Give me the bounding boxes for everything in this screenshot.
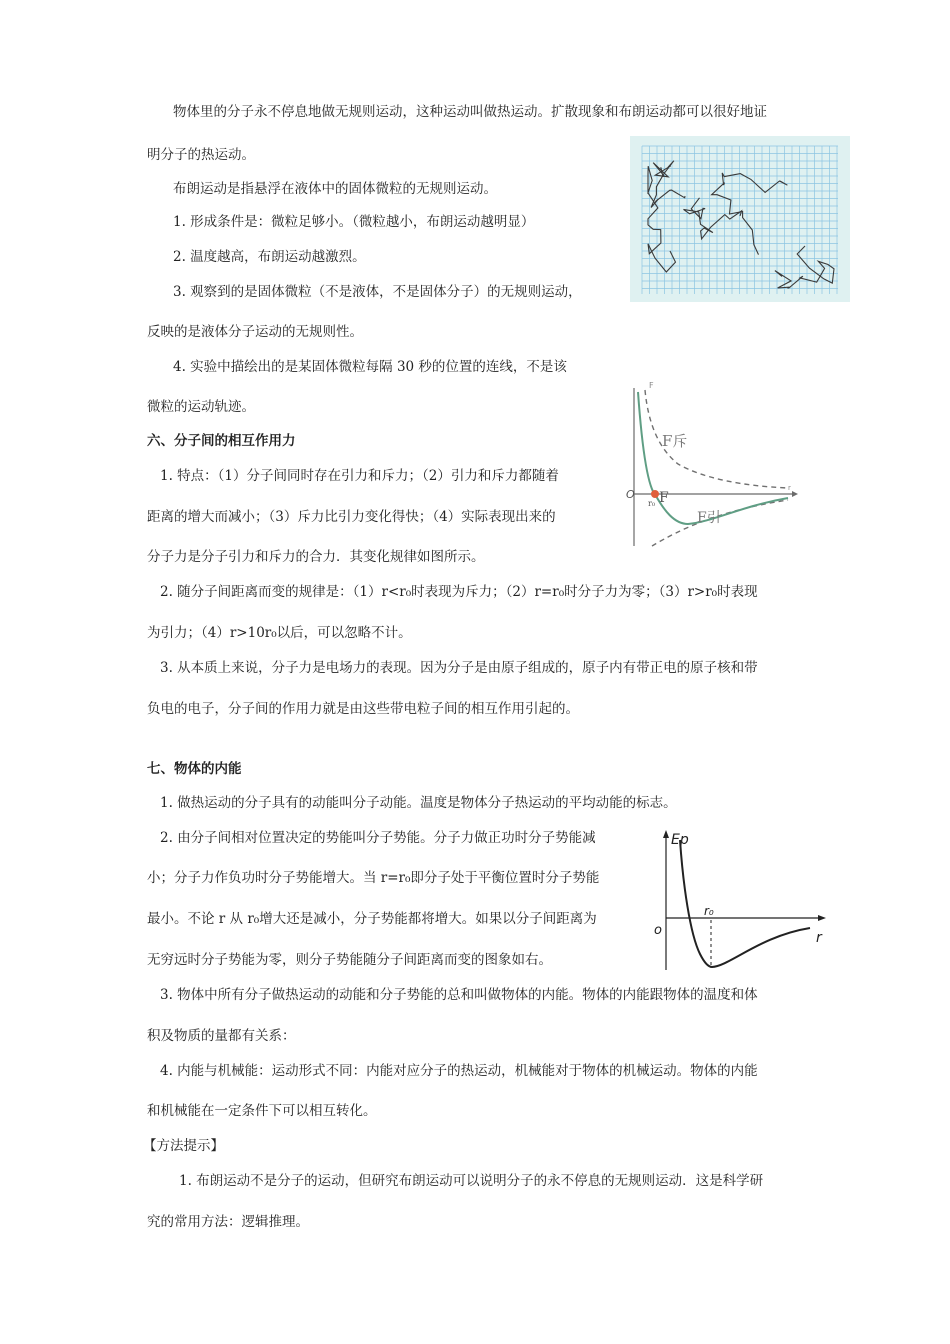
para-line: 明分子的热运动。: [147, 147, 255, 163]
x-axis-arrow-icon: [792, 491, 798, 497]
r0-label: r₀: [704, 904, 714, 918]
para-line: 究的常用方法：逻辑推理。: [147, 1214, 309, 1230]
equilibrium-point: [651, 490, 659, 498]
section-heading: 七、物体的内能: [147, 761, 242, 777]
list-item: 2. 温度越高，布朗运动越激烈。: [173, 249, 366, 265]
list-item: 4. 实验中描绘出的是某固体微粒每隔 30 秒的位置的连线，不是该: [173, 359, 567, 375]
list-item: 1. 布朗运动不是分子的运动，但研究布朗运动可以说明分子的永不停息的无规则运动．这是科学研: [179, 1173, 764, 1189]
x-axis-arrow-icon: [818, 915, 826, 921]
list-item: 1. 做热运动的分子具有的动能叫分子动能。温度是物体分子热运动的平均动能的标志。: [160, 795, 677, 811]
f-attractive-label: F引: [697, 510, 721, 526]
para-line: 和机械能在一定条件下可以相互转化。: [147, 1103, 377, 1119]
para-line: 最小。不论 r 从 r₀增大还是减小，分子势能都将增大。如果以分子间距离为: [147, 911, 597, 927]
para-line: 微粒的运动轨迹。: [147, 399, 255, 415]
para-line: 布朗运动是指悬浮在液体中的固体微粒的无规则运动。: [173, 181, 497, 197]
para-line: 无穷远时分子势能为零，则分子势能随分子间距离而变的图象如右。: [147, 952, 552, 968]
list-item: 1. 特点：（1）分子间同时存在引力和斥力；（2）引力和斥力都随着: [160, 468, 559, 484]
force-distance-figure: [622, 378, 800, 548]
potential-energy-svg: [650, 824, 830, 972]
para-line: 物体里的分子永不停息地做无规则运动，这种运动叫做热运动。扩散现象和布朗运动都可以很好地证: [173, 104, 767, 120]
f-net-label: F: [659, 490, 669, 506]
para-line: 积及物质的量都有关系：: [147, 1028, 296, 1044]
list-item: 4. 内能与机械能：运动形式不同：内能对应分子的热运动，机械能对于物体的机械运动。物体的内能: [160, 1063, 758, 1079]
list-item: 3. 物体中所有分子做热运动的动能和分子势能的总和叫做物体的内能。物体的内能跟物体的温度和体: [160, 987, 758, 1003]
brownian-grid-svg: [630, 136, 850, 302]
origin-label: O: [626, 488, 635, 501]
origin-label: o: [654, 923, 662, 938]
para-line: 距离的增大而减小；（3）斥力比引力变化得快；（4）实际表现出来的: [147, 509, 556, 525]
potential-energy-figure: [650, 824, 830, 972]
x-axis-label: r: [788, 484, 791, 492]
para-line: 负电的电子，分子间的作用力就是由这些带电粒子间的相互作用引起的。: [147, 701, 579, 717]
list-item: 3. 从本质上来说，分子力是电场力的表现。因为分子是由原子组成的，原子内有带正电的原子核和带: [160, 660, 758, 676]
list-item: 2. 由分子间相对位置决定的势能叫分子势能。分子力做正功时分子势能减: [160, 830, 596, 846]
y-axis-label: Ep: [671, 832, 689, 848]
para-line: 为引力；（4）r>10r₀以后，可以忽略不计。: [147, 625, 412, 641]
list-item: 2. 随分子间距离而变的规律是：（1）r<r₀时表现为斥力；（2）r=r₀时分子力为零；（3）r>r₀时表现: [160, 584, 758, 600]
force-distance-svg: [622, 378, 800, 548]
y-axis-label: F: [649, 381, 654, 390]
section-heading: 六、分子间的相互作用力: [147, 433, 296, 449]
potential-energy-curve: [680, 840, 810, 967]
x-axis-label: r: [816, 930, 822, 946]
y-axis-arrow-icon: [663, 830, 669, 838]
r0-label: r₀: [648, 499, 656, 508]
list-item: 3. 观察到的是固体微粒（不是液体，不是固体分子）的无规则运动，: [173, 284, 582, 300]
f-repulsive-label: F斥: [662, 432, 688, 450]
para-line: 反映的是液体分子运动的无规则性。: [147, 324, 363, 340]
para-line: 小；分子力作负功时分子势能增大。当 r=r₀即分子处于平衡位置时分子势能: [147, 870, 600, 886]
brownian-motion-figure: [630, 136, 850, 302]
section-heading: 【方法提示】: [143, 1138, 224, 1154]
para-line: 分子力是分子引力和斥力的合力．其变化规律如图所示。: [147, 549, 485, 565]
list-item: 1. 形成条件是：微粒足够小。（微粒越小，布朗运动越明显）: [173, 214, 535, 230]
